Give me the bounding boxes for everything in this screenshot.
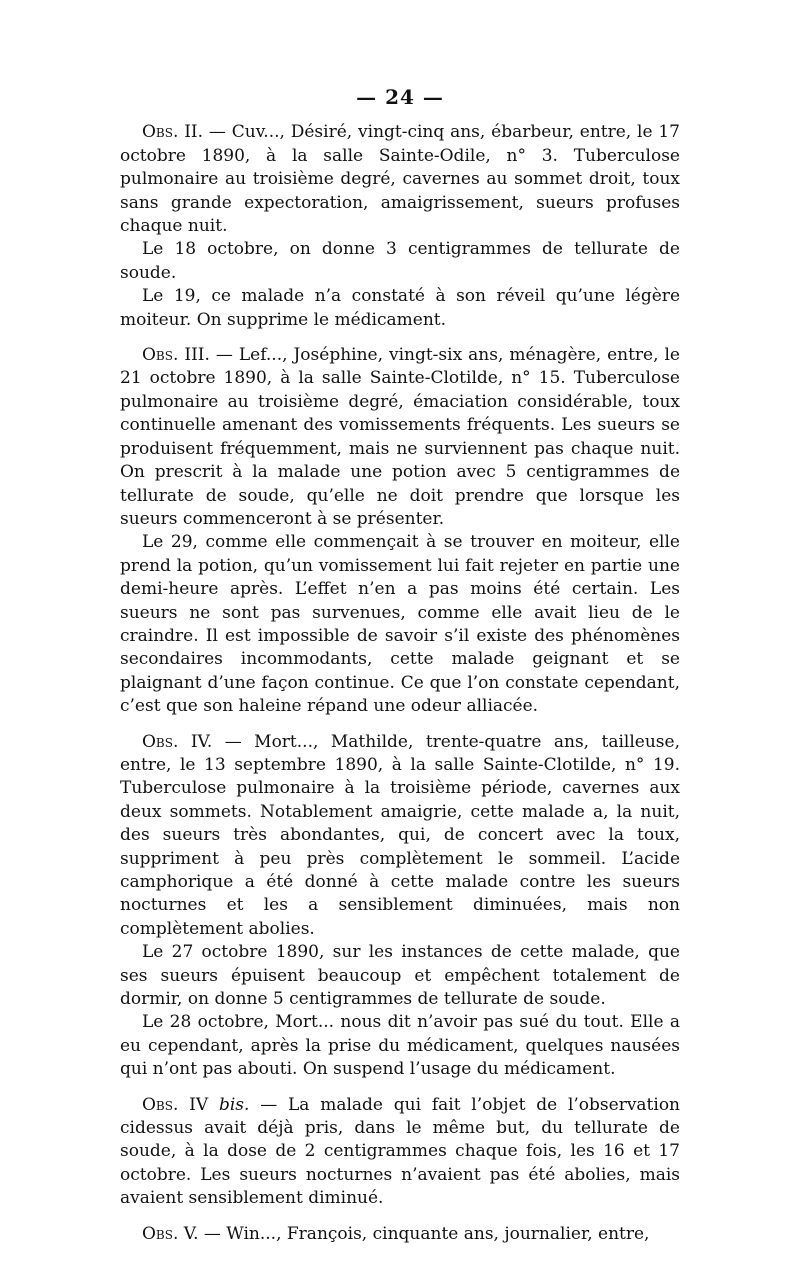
obs-3-paragraph-2 bbox=[120, 531, 680, 718]
obs-2-paragraph-3 bbox=[120, 285, 680, 332]
obs-2-text-2: Le 18 octobre, on donne 3 centigrammes de tellurate de soude. bbox=[120, 239, 680, 283]
obs-4-label: Obs. IV. bbox=[142, 731, 213, 752]
obs-2-text-3: Le 19, ce malade n’a constaté à son réveil qu’une légère moiteur. On supprime le médicament. bbox=[120, 286, 680, 330]
page-number: — 24 — bbox=[356, 85, 444, 109]
obs-2-label: Obs. II. bbox=[142, 122, 204, 143]
obs-4-text-1: — Mort..., Mathilde, trente-quatre ans, tailleuse, entre, le 13 septembre 1890, à la salle Sainte-Clotilde, n° 19. Tuberculose pulmonaire à la troisième période, cavernes aux deux sommets. Notablement amaigrie, cette malade a, la nuit, des sueurs très abondantes, qui, de concert avec la toux, suppriment à peu près complètement le sommeil. L’acide camphorique a été donné à cette malade contre les sueurs nocturnes et les a sensiblement diminuées, mais non complètement abolies. bbox=[120, 731, 680, 939]
obs-4-paragraph-3 bbox=[120, 1011, 680, 1081]
obs-4-text-2: Le 27 octobre 1890, sur les instances de cette malade, que ses sueurs épuisent beaucoup et empêchent totalement de dormir, on donne 5 centigrammes de tellurate de soude. bbox=[120, 942, 680, 1010]
obs-3-paragraph-1 bbox=[120, 344, 680, 531]
obs-5-paragraph-1 bbox=[120, 1223, 680, 1246]
obs-3-text-1: — Lef..., Joséphine, vingt-six ans, ménagère, entre, le 21 octobre 1890, à la salle Sainte-Clotilde, n° 15. Tuberculose pulmonaire au troisième degré, émaciation considérable, toux continuelle amenant des vomissements fréquents. Les sueurs se produisent fréquemment, mais ne surviennent pas chaque nuit. On prescrit à la malade une potion avec 5 centigrammes de tellurate de soude, qu’elle ne doit prendre que lorsque les sueurs commenceront à se présenter. bbox=[120, 345, 680, 529]
obs-4bis-label-suffix: bis. bbox=[218, 1094, 250, 1115]
obs-2-text-1: — Cuv..., Désiré, vingt-cinq ans, ébarbeur, entre, le 17 octobre 1890, à la salle Sainte-Odile, n° 3. Tuberculose pulmonaire au troisième degré, cavernes au sommet droit, toux sans grande expectoration, amaigrissement, sueurs profuses chaque nuit. bbox=[120, 122, 680, 237]
obs-4bis-paragraph-1 bbox=[120, 1094, 680, 1211]
obs-2-paragraph-2 bbox=[120, 238, 680, 285]
document-page bbox=[120, 86, 680, 1246]
obs-5-label: Obs. V. bbox=[142, 1223, 199, 1244]
obs-3-text-2: Le 29, comme elle commençait à se trouver en moiteur, elle prend la potion, qu’un vomissement lui fait rejeter en partie une demi-heure après. L’effet n’en a pas moins été certain. Les sueurs ne sont pas survenues, comme elle avait lieu de le craindre. Il est impossible de savoir s’il existe des phénomènes secondaires incommodants, cette malade geignant et se plaignant d’une façon continue. Ce que l’on constate cependant, c’est que son haleine répand une odeur alliacée. bbox=[120, 532, 680, 717]
obs-4-paragraph-1 bbox=[120, 731, 680, 942]
obs-4bis-text-1: — La malade qui fait l’objet de l’observation cidessus avait déjà pris, dans le même but, du tellurate de soude, à la dose de 2 centigrammes chaque fois, les 16 et 17 octobre. Les sueurs nocturnes n’avaient pas été abolies, mais avaient sensiblement diminué. bbox=[120, 1094, 681, 1209]
obs-2-paragraph-1 bbox=[120, 121, 680, 238]
obs-4-paragraph-2 bbox=[120, 941, 680, 1011]
obs-4bis-label: Obs. IV bbox=[142, 1094, 209, 1115]
obs-3-label: Obs. III. bbox=[142, 345, 210, 366]
obs-5-text-1: — Win..., François, cinquante ans, journalier, entre, bbox=[203, 1223, 650, 1244]
obs-4-text-3: Le 28 octobre, Mort... nous dit n’avoir pas sué du tout. Elle a eu cependant, après la prise du médicament, quelques nausées qui n’ont pas abouti. On suspend l’usage du médicament. bbox=[120, 1012, 680, 1080]
